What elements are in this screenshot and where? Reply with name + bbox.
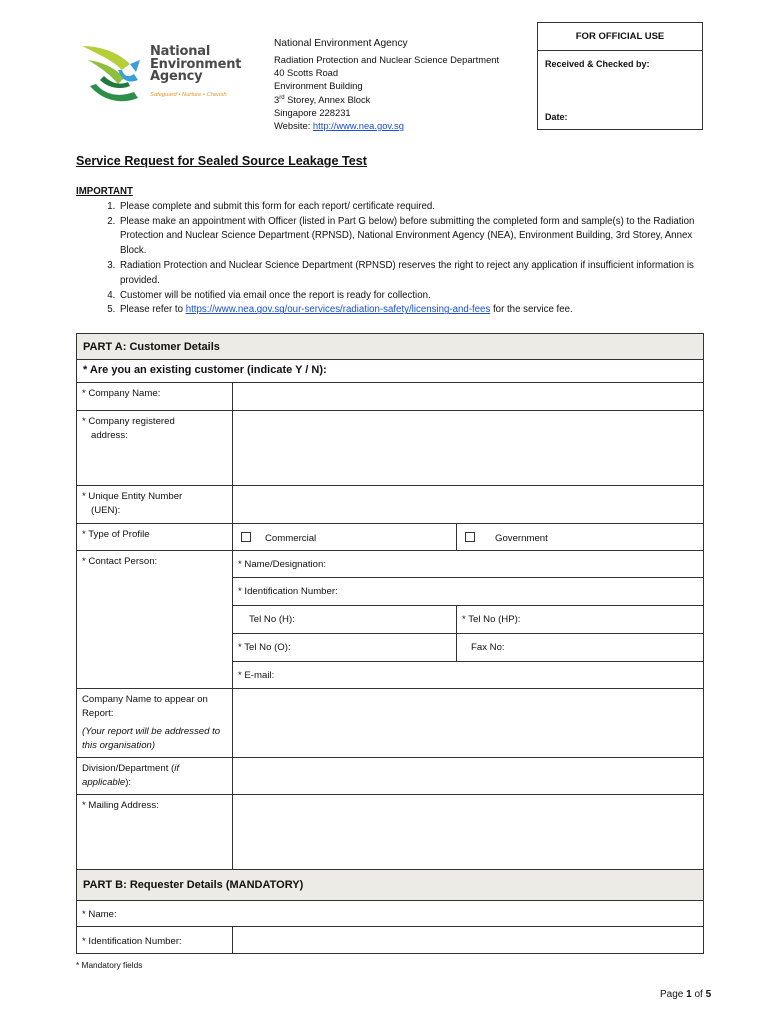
uen-field[interactable] [233,486,704,524]
commercial-option[interactable] [233,524,457,551]
important-item: 4. Customer will be notified via email once the report is ready for collection. [118,289,706,304]
requester-name-field[interactable]: * Name: [77,901,704,927]
official-use-box [537,22,703,130]
part-a-heading: PART A: Customer Details [77,334,704,360]
logo-name-line: Environment [150,56,242,72]
page-of: of [691,989,706,1000]
government-option[interactable] [457,524,704,551]
page-number [660,989,711,1000]
important-heading: IMPORTANT [76,186,133,197]
address-dept: Radiation Protection and Nuclear Science Department [274,54,500,65]
company-address-row [77,411,704,486]
label-line: * Company registered [82,416,175,427]
uen-label [77,486,233,524]
received-checked-label: Received & Checked by: [545,59,650,69]
logo-name [150,46,241,84]
address-storey-text: Storey, Annex Block [284,94,371,106]
website-label: Website: [274,120,313,132]
part-b-header-row [77,870,704,901]
fees-link[interactable]: https://www.nea.gov.sg/our-services/radiation-safety/licensing-and-fees [185,304,491,316]
company-name-row [77,383,704,411]
logo-name-line: Agency [150,69,203,84]
important-notes [76,185,706,318]
commercial-label: Commercial [265,533,317,544]
page-total: 5 [705,989,712,1000]
official-use-title: FOR OFFICIAL USE [538,23,702,51]
part-a-header-row [77,334,704,360]
division-text: Division/Department ( [82,763,175,774]
company-address-label [77,411,233,486]
report-name-row [77,689,704,758]
division-label [77,758,233,795]
company-name-label: * Company Name: [77,383,233,411]
label-line: Company Name to appear on Report: [82,694,208,719]
division-text-end: ): [125,777,132,788]
important-item: 1. Please complete and submit this form for each report/ certificate required. [118,200,706,215]
tel-home-field[interactable]: Tel No (H): [233,606,457,634]
address-postal: Singapore 228231 [274,107,351,119]
address-org: National Environment Agency [274,38,408,49]
logo-name-line: National [150,44,211,59]
commercial-checkbox[interactable] [241,532,251,542]
address-building: Environment Building [274,80,363,91]
mailing-row [77,795,704,870]
page-current: 1 [686,989,692,1000]
address-storey-num: 3 [274,94,280,106]
report-note: (Your report will be addressed to this organisation) [82,726,221,751]
address-street: 40 Scotts Road [274,67,339,78]
label-line: * Unique Entity Number [82,491,183,502]
nea-logo [78,40,248,110]
fax-field[interactable]: Fax No: [457,634,704,662]
part-b-heading: PART B: Requester Details (MANDATORY) [77,870,704,901]
company-address-field[interactable] [233,411,704,486]
label-line: (UEN): [91,505,121,516]
uen-row [77,486,704,524]
report-name-field[interactable] [233,689,704,758]
requester-id-field[interactable] [233,927,704,954]
contact-person-label: * Contact Person: [77,551,233,689]
mandatory-note: * Mandatory fields [76,960,143,970]
government-label: Government [495,533,548,544]
item5-text: Please refer to [120,304,186,316]
important-item: 2. Please make an appointment with Officer (listed in Part G below) before submitting the completed form and sample(s) to the Radiation Protection and Nuclear Science Department (RPNSD), National Environment Agency (NEA), Environment Building, 3rd Storey, Annex Block. [118,215,706,259]
page-text: Page [660,989,687,1000]
mailing-field[interactable] [233,795,704,870]
tel-mobile-field[interactable]: * Tel No (HP): [457,606,704,634]
report-name-label [77,689,233,758]
requester-id-label: * Identification Number: [77,927,233,954]
division-field[interactable] [233,758,704,795]
profile-label: * Type of Profile [77,524,233,551]
address-website [274,119,499,132]
logo-tagline: Safeguard • Nurture • Cherish [150,92,227,98]
requester-name-row [77,901,704,927]
mailing-label: * Mailing Address: [77,795,233,870]
agency-address [274,37,499,132]
address-storey-sup: rd [279,95,285,101]
contact-id-field[interactable]: * Identification Number: [233,578,704,606]
existing-customer-row [77,360,704,383]
important-list [76,200,706,318]
website-link[interactable]: http://www.nea.gov.sg [312,120,404,132]
profile-row [77,524,704,551]
requester-id-row [77,927,704,954]
important-item: 3. Radiation Protection and Nuclear Science Department (RPNSD) reserves the right to reject any application if insufficient information is provided. [118,259,706,289]
item5-text-end: for the service fee. [490,304,573,316]
nea-logo-icon [78,40,150,110]
existing-customer-question[interactable]: * Are you an existing customer (indicate Y / N): [77,360,704,383]
customer-form-table [76,333,704,954]
division-italic: if applicable [82,763,180,788]
name-designation-field[interactable]: * Name/Designation: [233,551,704,578]
tel-office-field[interactable]: * Tel No (O): [233,634,457,662]
email-field[interactable]: * E-mail: [233,662,704,689]
company-name-field[interactable] [233,383,704,411]
form-title: Service Request for Sealed Source Leakage Test [76,154,367,168]
date-label: Date: [545,112,568,122]
contact-name-row [77,551,704,578]
division-row [77,758,704,795]
government-checkbox[interactable] [465,532,475,542]
label-line: address: [91,430,128,441]
address-storey [274,92,499,106]
important-item [118,303,706,318]
